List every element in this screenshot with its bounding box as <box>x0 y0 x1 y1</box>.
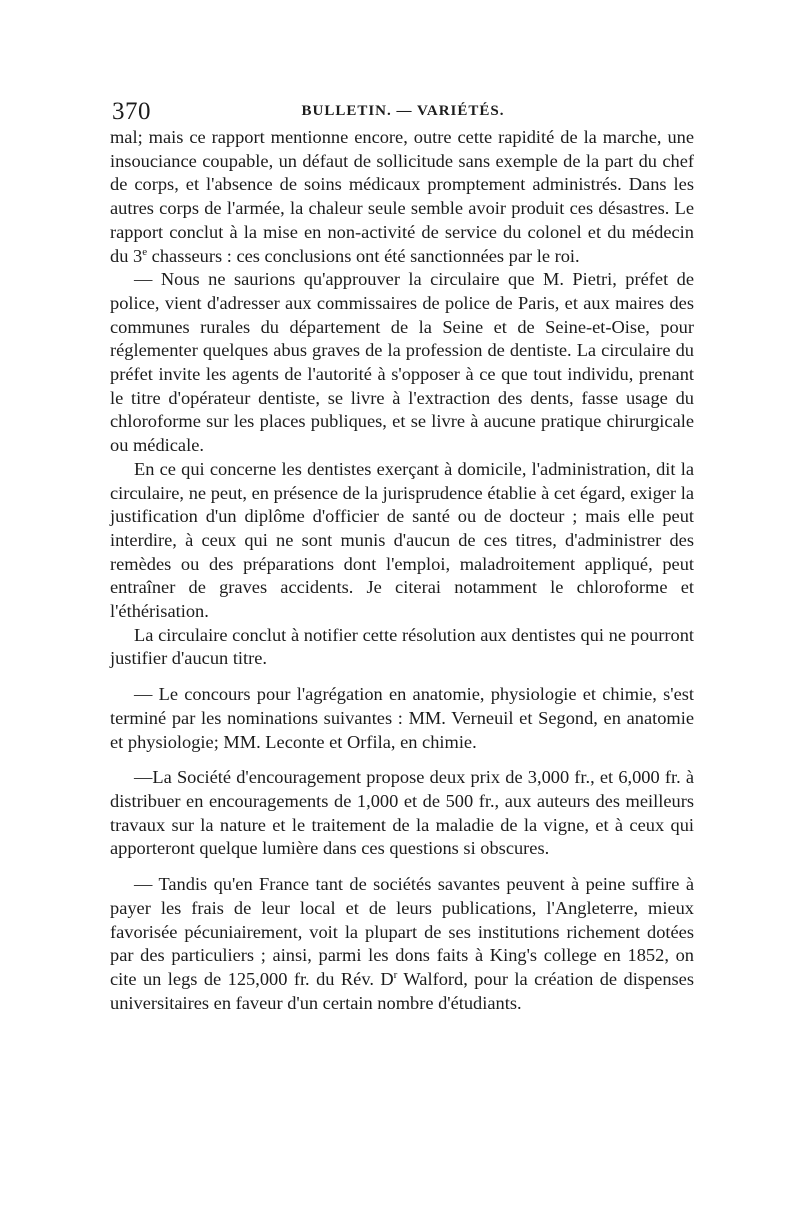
paragraph-3: En ce qui concerne les dentistes exerçant à domicile, l'administration, dit la circulaire, ne peut, en présence de la jurisprudence établie à cet égard, exiger la justification d'un diplôme d'officier de santé ou de docteur ; mais elle peut interdire, à ceux qui ne sont munis d'aucun de ces titres, d'administrer des remèdes ou des préparations dont l'emploi, maladroitement appliqué, peut entraîner de graves accidents. Je citerai notamment le chloroforme et l'éthérisation. <box>110 458 694 622</box>
body-text <box>110 126 694 1015</box>
paragraph-7-text: — Tandis qu'en France tant de sociétés savantes peuvent à peine suffire à payer les frais de leur local et de leurs publications, l'Angleterre, mieux favorisée pécuniairement, voit la plupart de ses institutions richement dotées par des particuliers ; ainsi, parmi les dons faits à King's college en 1852, on cite un legs de 125,000 fr. du Rév. D <box>110 874 694 989</box>
superscript-e: e <box>142 245 148 258</box>
paragraph-4: La circulaire conclut à notifier cette résolution aux dentistes qui ne pourront justifier d'aucun titre. <box>110 624 694 669</box>
paragraph-6: —La Société d'encouragement propose deux prix de 3,000 fr., et 6,000 fr. à distribuer en encouragements de 1,000 et de 500 fr., aux auteurs des meilleurs travaux sur la nature et le traitement de la maladie de la vigne, et à ceux qui apporteront quelque lumière dans ces questions si obscures. <box>110 767 694 859</box>
paragraph-1 <box>110 126 694 268</box>
paragraph-1-text: mal; mais ce rapport mentionne encore, outre cette rapidité de la marche, une insouciance coupable, un défaut de sollicitude sans exemple de la part du chef de corps, et l'absence de soins médicaux promptement administrés. Dans les autres corps de l'armée, la chaleur seule semble avoir produit ces désastres. Le rapport conclut à la mise en non-activité de service du colonel et du médecin du 3 <box>110 127 694 266</box>
page-header <box>108 98 698 128</box>
paragraph-2: — Nous ne saurions qu'approuver la circulaire que M. Pietri, préfet de police, vient d'adresser aux commissaires de police de Paris, et aux maires des communes rurales du département de la Seine et de Seine-et-Oise, pour réglementer quelques abus graves de la profession de dentiste. La circulaire du préfet invite les agents de l'autorité à s'opposer à ce que tout individu, prenant le titre d'opérateur dentiste, se livre à l'extraction des dents, fasse usage du chloroforme sur les places publiques, et se livre à aucune pratique chirurgicale ou médicale. <box>110 269 694 456</box>
paragraph-5: — Le concours pour l'agrégation en anatomie, physiologie et chimie, s'est terminé par les nominations suivantes : MM. Verneuil et Segond, en anatomie et physiologie; MM. Leconte et Orfila, en chimie. <box>110 684 694 752</box>
running-head: BULLETIN. — VARIÉTÉS. <box>301 103 505 119</box>
page-number: 370 <box>112 98 151 125</box>
paragraph-1-tail: chasseurs : ces conclusions ont été sanctionnées par le roi. <box>147 245 580 266</box>
superscript-r: r <box>393 968 398 981</box>
paragraph-7 <box>110 873 694 1015</box>
paragraph-7-tail: Walford, pour la création de dispenses universitaires en faveur d'un certain nombre d'étudiants. <box>110 968 694 1013</box>
